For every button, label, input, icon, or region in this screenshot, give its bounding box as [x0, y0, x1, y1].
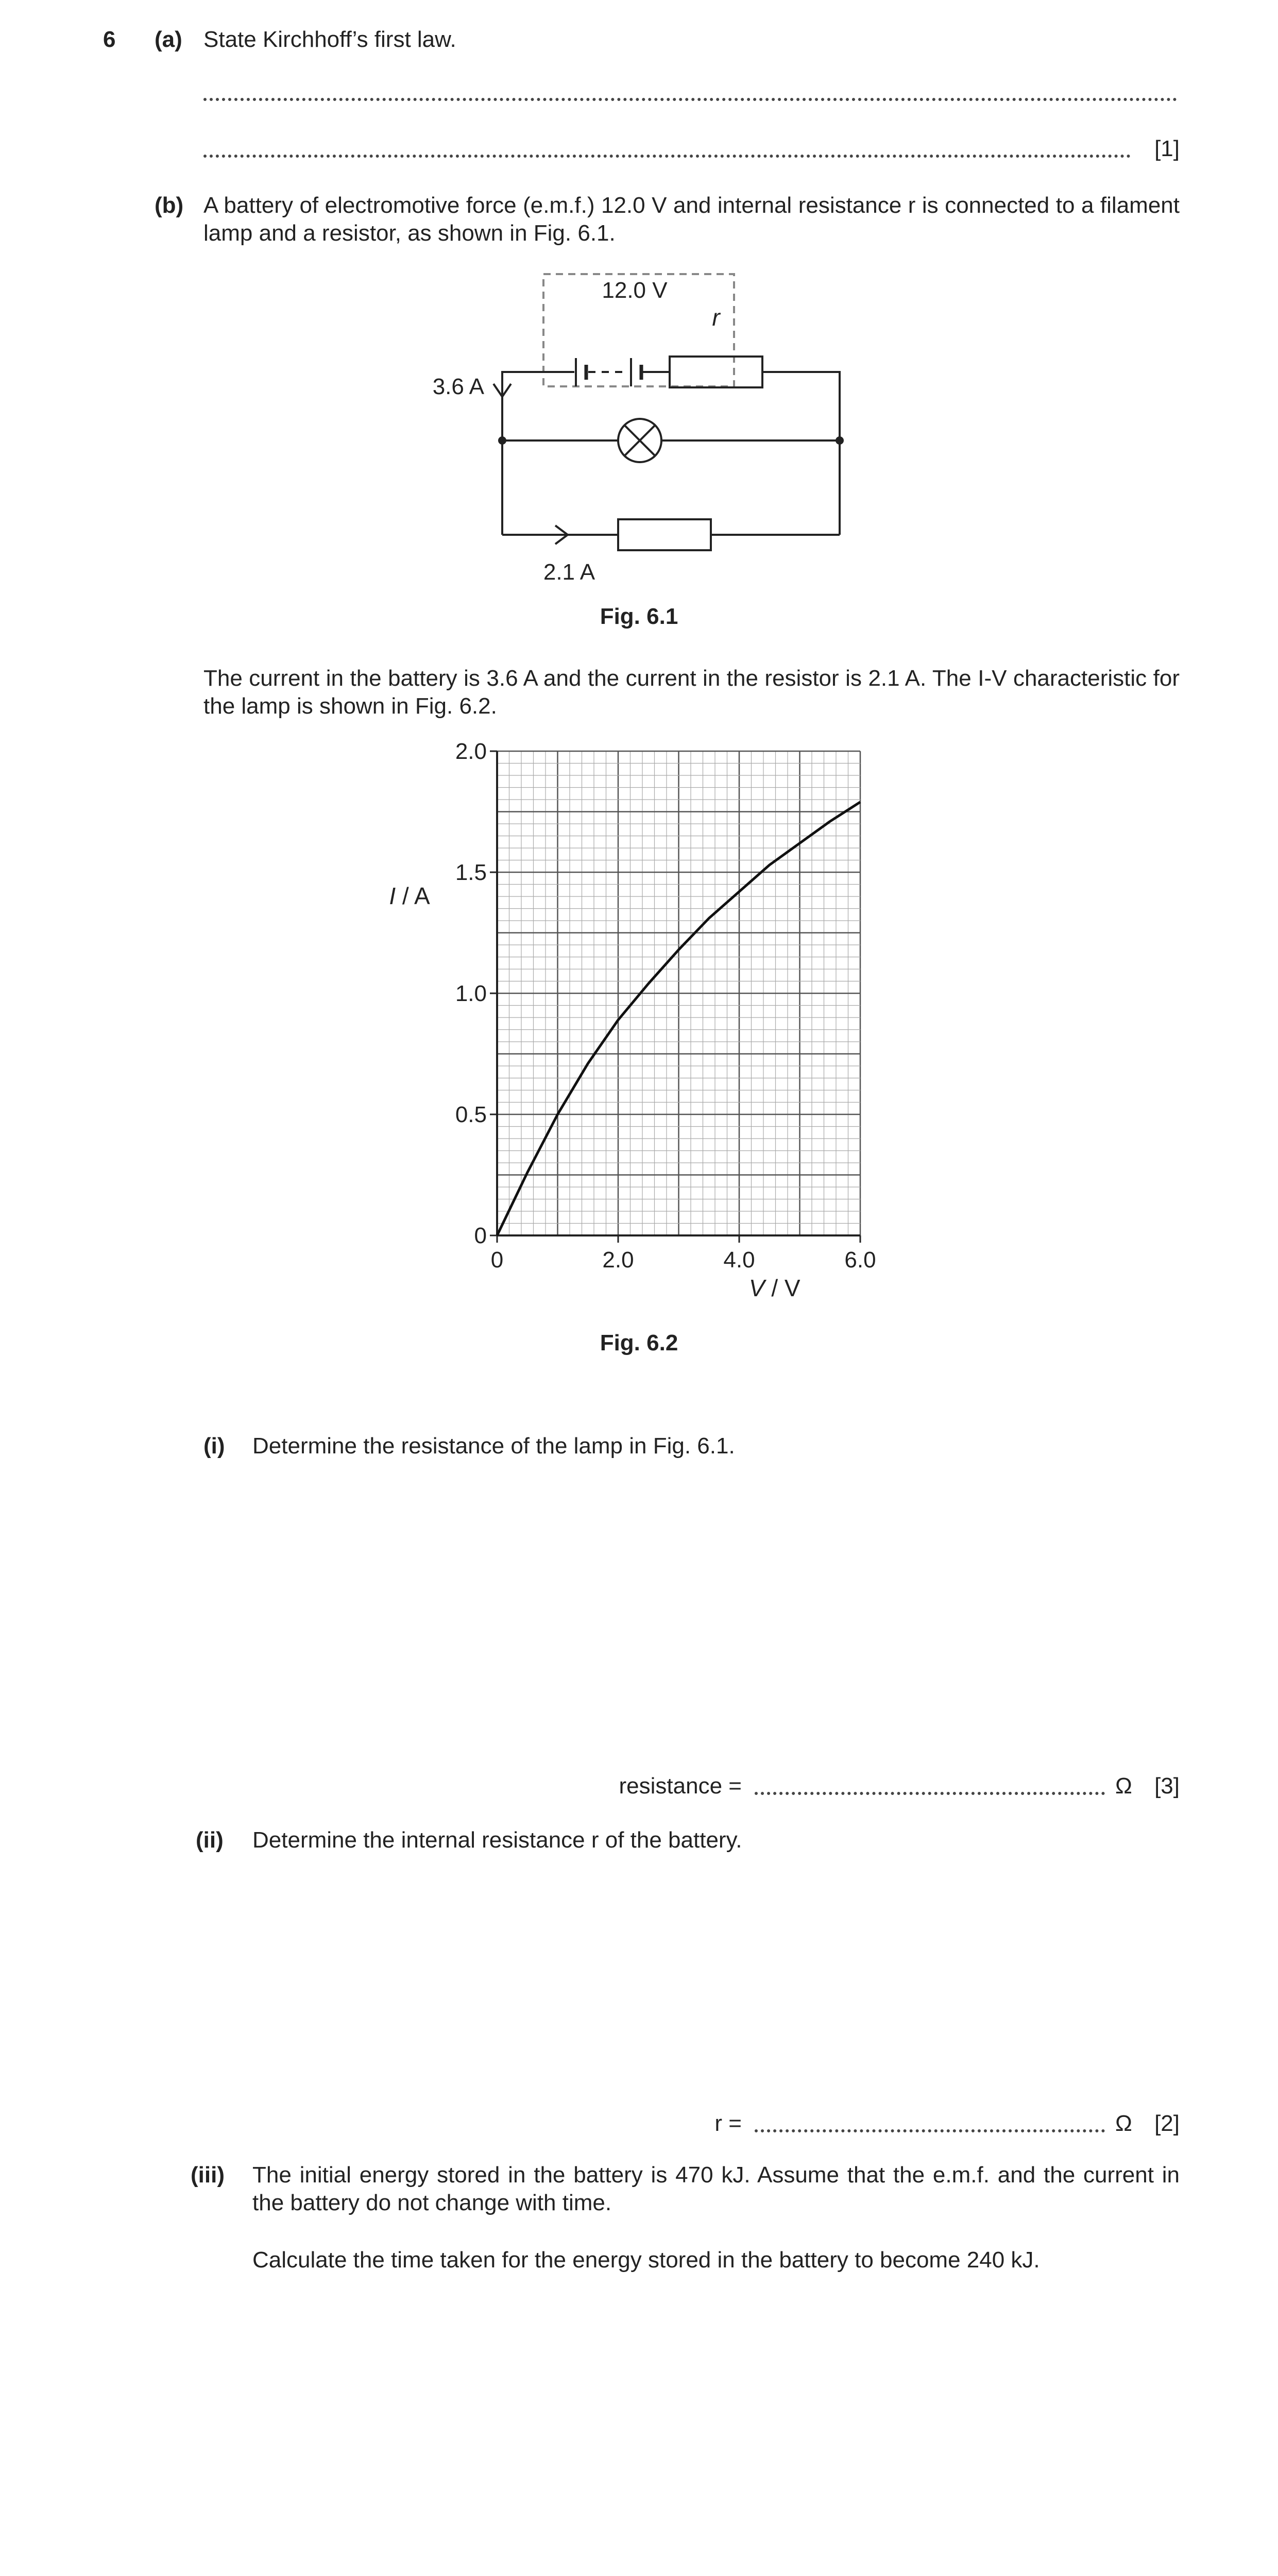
answer-line[interactable] [755, 1792, 1105, 1795]
part-i-label: (i) [203, 1433, 225, 1459]
fig-6-2-caption: Fig. 6.2 [600, 1330, 678, 1355]
part-ii-prompt: Determine the internal resistance r of the battery. [252, 1827, 742, 1853]
battery-current-label: 3.6 A [432, 374, 484, 399]
part-b-label: (b) [155, 193, 184, 218]
part-a-label: (a) [155, 27, 182, 52]
mark: [3] [1154, 1773, 1180, 1799]
part-i-prompt: Determine the resistance of the lamp in Fig. 6.1. [252, 1433, 735, 1459]
part-iii-prompt: The initial energy stored in the battery is 470 kJ. Assume that the e.m.f. and the current in the battery do not change with time. [252, 2162, 1180, 2215]
part-iii-prompt2: Calculate the time taken for the energy stored in the battery to become 240 kJ. [252, 2247, 1040, 2273]
currents-text: The current in the battery is 3.6 A and the current in the resistor is 2.1 A. The I-V characteristic for the lamp is shown in Fig. 6.2. [203, 666, 1180, 719]
x-tick-label: 6.0 [844, 1247, 876, 1273]
part-b-intro: A battery of electromotive force (e.m.f.) 12.0 V and internal resistance r is connected to a filament lamp and a resistor, as shown in Fig. 6.1. [203, 193, 1180, 246]
question-number: 6 [103, 27, 116, 52]
answer-label: resistance = [619, 1773, 742, 1799]
emf-label: 12.0 V [602, 278, 668, 303]
answer-line[interactable] [755, 2129, 1105, 2132]
x-tick-label: 4.0 [723, 1247, 755, 1273]
part-a-mark: [1] [1154, 136, 1180, 161]
unit-label: Ω [1115, 1773, 1132, 1799]
r-label: r [712, 304, 720, 331]
part-a-prompt: State Kirchhoff’s first law. [203, 27, 456, 52]
y-tick-label: 0 [474, 1223, 487, 1248]
fig-6-1-caption: Fig. 6.1 [600, 604, 678, 629]
y-tick-label: 0.5 [455, 1102, 487, 1127]
part-iii-label: (iii) [191, 2162, 225, 2188]
mark: [2] [1154, 2111, 1180, 2136]
resistor-current-label: 2.1 A [543, 560, 595, 585]
y-tick-label: 2.0 [455, 739, 487, 764]
x-tick-label: 0 [490, 1247, 504, 1273]
y-axis-label: I / A [389, 883, 430, 909]
unit-label: Ω [1115, 2111, 1132, 2136]
x-axis-label: V / V [748, 1275, 800, 1301]
y-tick-label: 1.5 [455, 860, 487, 885]
x-tick-label: 2.0 [602, 1247, 634, 1273]
y-tick-label: 1.0 [455, 981, 487, 1006]
answer-label: r = [714, 2111, 742, 2136]
part-ii-label: (ii) [196, 1827, 224, 1853]
